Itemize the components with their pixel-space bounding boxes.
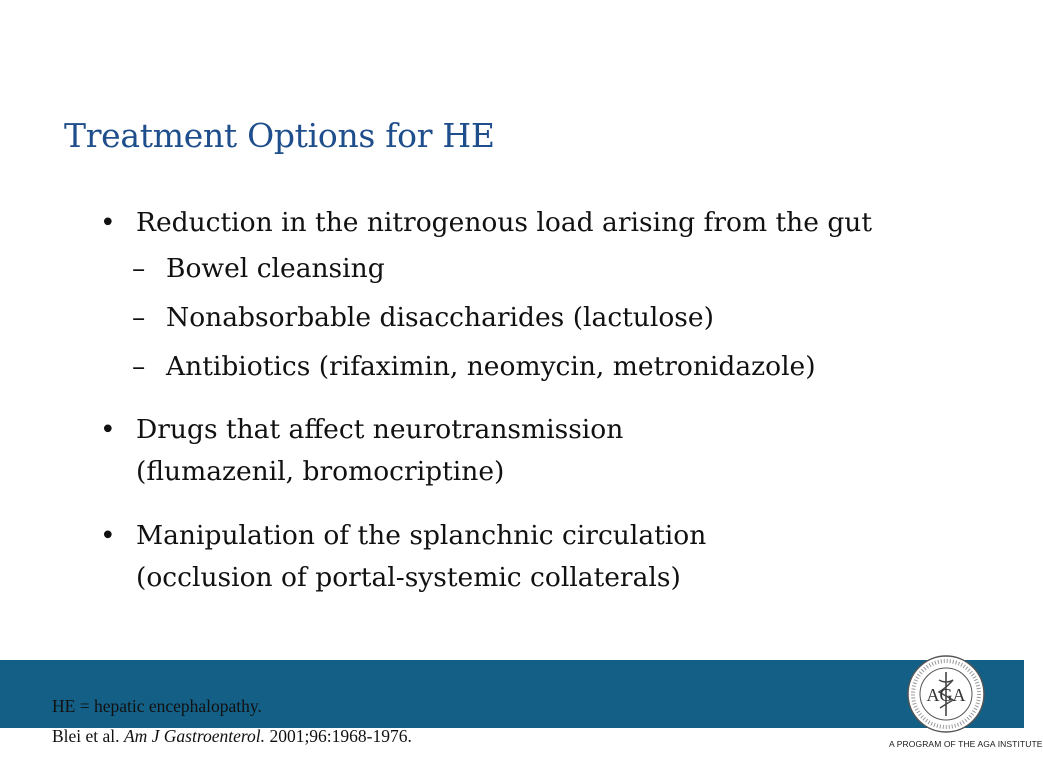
bullet-item-1 (100, 202, 1000, 244)
sub-text: Antibiotics (rifaximin, neomycin, metronidazole) (166, 351, 816, 382)
bullet-text-line1: Drugs that affect neurotransmission (136, 414, 624, 445)
sub-item-2 (100, 293, 1000, 342)
bullet-list (100, 202, 1000, 599)
sub-text: Nonabsorbable disaccharides (lactulose) (166, 302, 714, 333)
sub-text: Bowel cleansing (166, 253, 385, 284)
citation (52, 726, 412, 747)
sub-item-1 (100, 244, 1000, 293)
citation-details: 2001;96:1968-1976. (269, 726, 412, 746)
bullet-text-line2: (occlusion of portal-systemic collaterals) (136, 562, 681, 593)
bullet-text-line2: (flumazenil, bromocriptine) (136, 456, 505, 487)
bullet-text: Reduction in the nitrogenous load arising from the gut (136, 207, 873, 238)
bullet-item-2 (100, 409, 1000, 493)
bullet-text-line1: Manipulation of the splanchnic circulation (136, 520, 707, 551)
sub-marker: – (132, 253, 146, 284)
footnote-area (0, 680, 1024, 768)
citation-journal: Am J Gastroenterol. (123, 726, 266, 746)
seal-letters: AGA (926, 685, 966, 705)
logo-tagline: A PROGRAM OF THE AGA INSTITUTE (889, 739, 1043, 749)
sub-marker: – (132, 302, 146, 333)
sub-item-3 (100, 342, 1000, 391)
aga-seal-icon (906, 654, 986, 734)
bullet-marker: • (100, 414, 116, 445)
sub-marker: – (132, 351, 146, 382)
bullet-item-3 (100, 515, 1000, 599)
abbreviation-note: HE = hepatic encephalopathy. (52, 696, 262, 716)
citation-authors: Blei et al. (52, 726, 120, 746)
bullet-marker: • (100, 207, 116, 238)
bullet-marker: • (100, 520, 116, 551)
slide-title: Treatment Options for HE (64, 116, 495, 156)
